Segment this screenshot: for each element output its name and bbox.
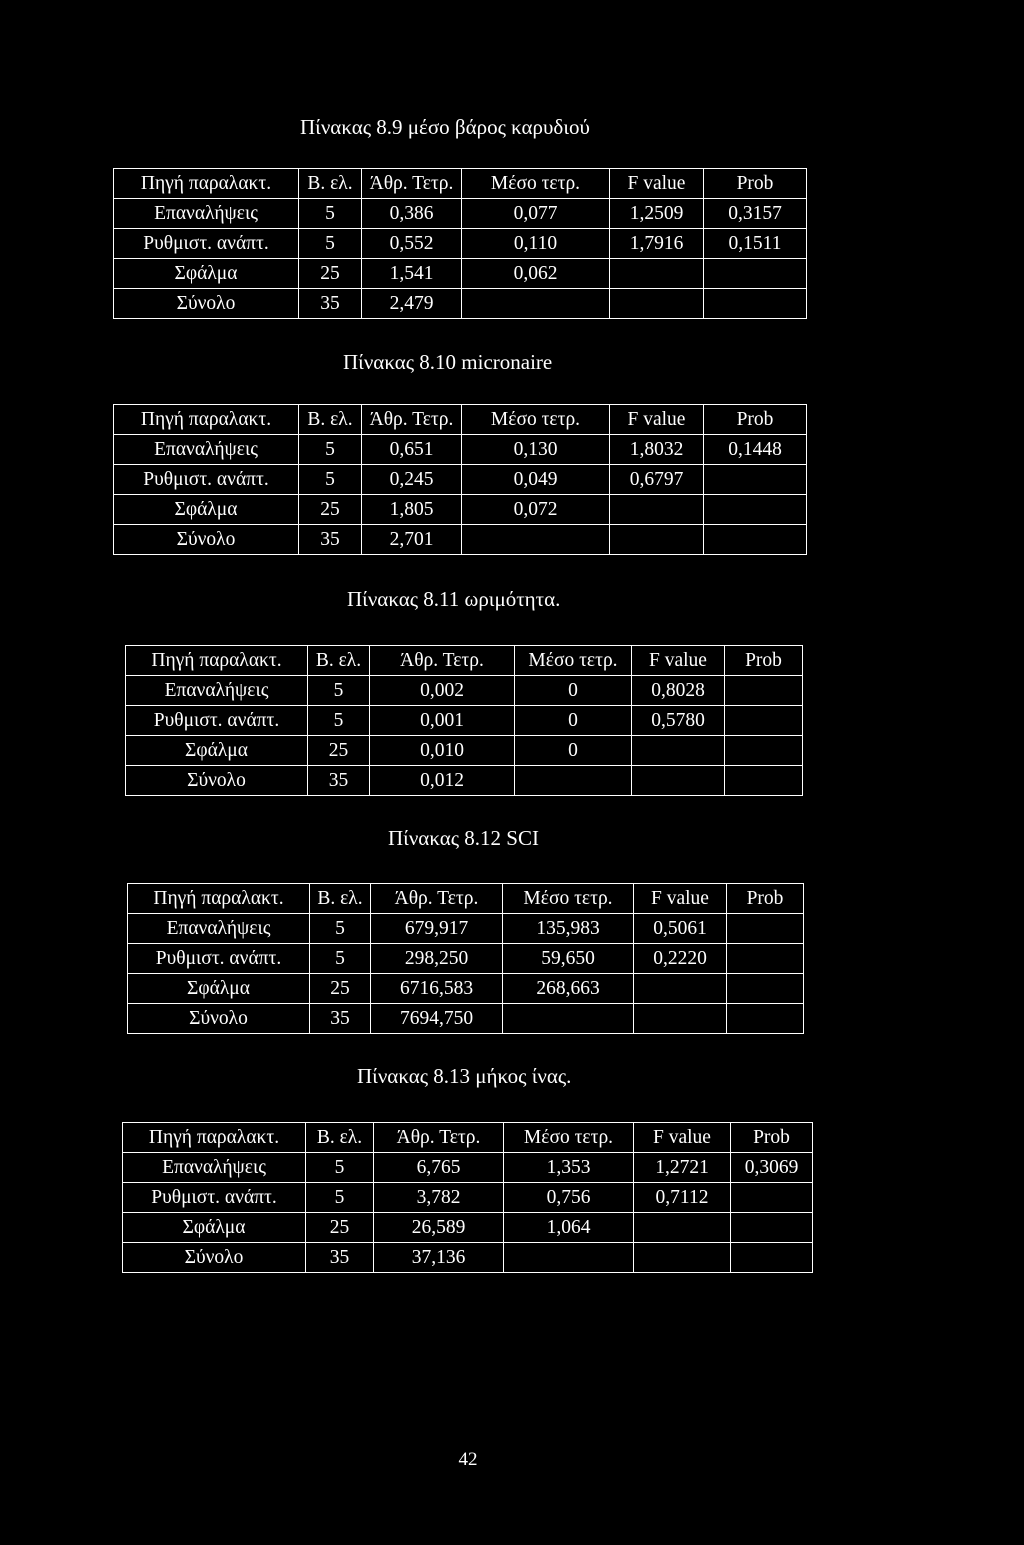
table-cell: 0,1448 [704, 435, 807, 465]
table-cell: 25 [299, 259, 362, 289]
header-cell: Prob [731, 1123, 813, 1153]
table-cell: 0,1511 [704, 229, 807, 259]
table-cell: Σφάλμα [114, 495, 299, 525]
table-cell: 0,012 [370, 766, 515, 796]
table-cell [727, 974, 804, 1004]
table-cell: 59,650 [503, 944, 634, 974]
table-header-row [128, 884, 804, 914]
table-cell: 1,541 [362, 259, 462, 289]
header-cell: Πηγή παραλακτ. [114, 169, 299, 199]
table-8-12-caption: Πίνακας 8.12 SCI [388, 826, 539, 850]
table-cell: 5 [299, 229, 362, 259]
header-cell: Β. ελ. [299, 169, 362, 199]
table-cell: 0,2220 [634, 944, 727, 974]
table-cell [632, 736, 725, 766]
table-cell: Σφάλμα [126, 736, 308, 766]
table-row [128, 914, 804, 944]
table-8-10 [113, 404, 807, 555]
table-cell: Επαναλήψεις [126, 676, 308, 706]
table-cell: 5 [299, 199, 362, 229]
table-cell: 5 [308, 676, 370, 706]
table-cell: 0,049 [462, 465, 610, 495]
table-cell: Σύνολο [128, 1004, 310, 1034]
table-cell [515, 766, 632, 796]
table-cell: 0,8028 [632, 676, 725, 706]
table-8-11 [125, 645, 803, 796]
table-cell: 35 [308, 766, 370, 796]
table-cell: 0 [515, 676, 632, 706]
table-cell [731, 1213, 813, 1243]
header-cell: F value [610, 405, 704, 435]
table-cell: 679,917 [371, 914, 503, 944]
header-cell: Άθρ. Τετρ. [370, 646, 515, 676]
page-number: 42 [458, 1449, 478, 1470]
table-cell [634, 974, 727, 1004]
table-cell: 25 [308, 736, 370, 766]
table-cell: Σφάλμα [114, 259, 299, 289]
header-cell: Μέσο τετρ. [462, 169, 610, 199]
table-cell: 298,250 [371, 944, 503, 974]
table-row [128, 974, 804, 1004]
table-cell [634, 1243, 731, 1273]
header-cell: Άθρ. Τετρ. [362, 405, 462, 435]
table-cell: Ρυθμιστ. ανάπτ. [126, 706, 308, 736]
header-cell: Πηγή παραλακτ. [128, 884, 310, 914]
table-cell: 0,386 [362, 199, 462, 229]
table-cell [704, 525, 807, 555]
table-cell: Ρυθμιστ. ανάπτ. [128, 944, 310, 974]
table-cell [725, 736, 803, 766]
table-cell [704, 259, 807, 289]
header-cell: F value [632, 646, 725, 676]
table-cell [704, 465, 807, 495]
table-cell [727, 1004, 804, 1034]
table-row [126, 706, 803, 736]
table-cell: 1,2721 [634, 1153, 731, 1183]
table-cell: 25 [299, 495, 362, 525]
table-cell: Επαναλήψεις [123, 1153, 306, 1183]
table-cell: Σύνολο [123, 1243, 306, 1273]
header-cell: Prob [727, 884, 804, 914]
header-cell: Μέσο τετρ. [515, 646, 632, 676]
table-cell: Ρυθμιστ. ανάπτ. [114, 465, 299, 495]
table-cell: 0,062 [462, 259, 610, 289]
table-cell: 2,701 [362, 525, 462, 555]
table-cell: 0,245 [362, 465, 462, 495]
table-8-10-caption: Πίνακας 8.10 micronaire [343, 350, 553, 374]
header-cell: F value [634, 1123, 731, 1153]
table-cell: Επαναλήψεις [114, 199, 299, 229]
header-cell: Prob [725, 646, 803, 676]
table-8-9-caption: Πίνακας 8.9 μέσο βάρος καρυδιού [300, 115, 590, 139]
table-row [123, 1243, 813, 1273]
table-row [123, 1183, 813, 1213]
header-cell: Β. ελ. [310, 884, 371, 914]
header-cell: Β. ελ. [299, 405, 362, 435]
table-cell: Σφάλμα [128, 974, 310, 1004]
table-cell [632, 766, 725, 796]
header-cell: Prob [704, 169, 807, 199]
table-cell: 0,5780 [632, 706, 725, 736]
table-cell [504, 1243, 634, 1273]
table-cell: 5 [306, 1153, 374, 1183]
table-cell: Σύνολο [126, 766, 308, 796]
header-cell: Prob [704, 405, 807, 435]
table-cell: Σύνολο [114, 289, 299, 319]
header-cell: Μέσο τετρ. [462, 405, 610, 435]
table-8-11-caption: Πίνακας 8.11 ωριμότητα. [347, 587, 561, 611]
table-cell: Ρυθμιστ. ανάπτ. [114, 229, 299, 259]
table-header-row [114, 169, 807, 199]
table-cell [727, 914, 804, 944]
table-row [114, 259, 807, 289]
table-cell: 25 [306, 1213, 374, 1243]
table-cell: 1,353 [504, 1153, 634, 1183]
table-cell: 1,805 [362, 495, 462, 525]
table-cell: 26,589 [374, 1213, 504, 1243]
table-cell: 0 [515, 706, 632, 736]
table-cell: 5 [299, 435, 362, 465]
table-cell: 0,001 [370, 706, 515, 736]
table-cell [462, 289, 610, 319]
table-cell: 35 [310, 1004, 371, 1034]
table-row [114, 465, 807, 495]
table-cell: 5 [310, 914, 371, 944]
table-cell [503, 1004, 634, 1034]
table-cell: 5 [310, 944, 371, 974]
table-cell: Σφάλμα [123, 1213, 306, 1243]
table-8-12 [127, 883, 804, 1034]
table-cell [610, 495, 704, 525]
header-cell: Άθρ. Τετρ. [374, 1123, 504, 1153]
table-cell: 5 [306, 1183, 374, 1213]
header-cell: Β. ελ. [306, 1123, 374, 1153]
header-cell: Άθρ. Τετρ. [371, 884, 503, 914]
table-cell: 0,5061 [634, 914, 727, 944]
header-cell: F value [634, 884, 727, 914]
table-cell: 0,3157 [704, 199, 807, 229]
table-cell [634, 1004, 727, 1034]
header-cell: Μέσο τετρ. [503, 884, 634, 914]
table-row [126, 736, 803, 766]
table-cell: 135,983 [503, 914, 634, 944]
table-cell: 6716,583 [371, 974, 503, 1004]
table-cell: 35 [299, 525, 362, 555]
table-cell: 35 [306, 1243, 374, 1273]
table-cell: Σύνολο [114, 525, 299, 555]
table-cell: 1,7916 [610, 229, 704, 259]
table-cell [462, 525, 610, 555]
table-cell: 0,6797 [610, 465, 704, 495]
table-cell: 0,130 [462, 435, 610, 465]
header-cell: Άθρ. Τετρ. [362, 169, 462, 199]
table-cell [725, 676, 803, 706]
table-row [114, 289, 807, 319]
header-cell: Πηγή παραλακτ. [126, 646, 308, 676]
table-cell: Ρυθμιστ. ανάπτ. [123, 1183, 306, 1213]
table-cell [634, 1213, 731, 1243]
table-cell: 0,077 [462, 199, 610, 229]
table-cell: 0,010 [370, 736, 515, 766]
table-cell: 3,782 [374, 1183, 504, 1213]
table-header-row [123, 1123, 813, 1153]
table-header-row [126, 646, 803, 676]
table-cell [727, 944, 804, 974]
table-cell: 0,7112 [634, 1183, 731, 1213]
table-cell: 2,479 [362, 289, 462, 319]
table-cell: Επαναλήψεις [114, 435, 299, 465]
table-cell: 35 [299, 289, 362, 319]
table-cell: 0,3069 [731, 1153, 813, 1183]
table-cell [610, 259, 704, 289]
table-cell [725, 766, 803, 796]
table-row [114, 525, 807, 555]
table-cell [610, 525, 704, 555]
header-cell: Β. ελ. [308, 646, 370, 676]
table-cell: 0,552 [362, 229, 462, 259]
table-cell: 25 [310, 974, 371, 1004]
table-row [114, 199, 807, 229]
table-cell [731, 1183, 813, 1213]
table-row [123, 1153, 813, 1183]
table-cell [731, 1243, 813, 1273]
table-row [128, 1004, 804, 1034]
table-cell: 0,072 [462, 495, 610, 525]
table-cell: 1,2509 [610, 199, 704, 229]
table-header-row [114, 405, 807, 435]
table-cell [704, 495, 807, 525]
table-8-13 [122, 1122, 813, 1273]
header-cell: F value [610, 169, 704, 199]
table-cell: Επαναλήψεις [128, 914, 310, 944]
table-cell: 0,756 [504, 1183, 634, 1213]
table-cell: 0 [515, 736, 632, 766]
header-cell: Μέσο τετρ. [504, 1123, 634, 1153]
table-cell: 7694,750 [371, 1004, 503, 1034]
table-row [114, 435, 807, 465]
table-cell: 0,002 [370, 676, 515, 706]
table-row [126, 676, 803, 706]
table-row [114, 495, 807, 525]
table-cell: 5 [308, 706, 370, 736]
header-cell: Πηγή παραλακτ. [123, 1123, 306, 1153]
table-8-13-caption: Πίνακας 8.13 μήκος ίνας. [357, 1064, 572, 1088]
table-cell: 6,765 [374, 1153, 504, 1183]
table-cell [704, 289, 807, 319]
table-cell: 5 [299, 465, 362, 495]
header-cell: Πηγή παραλακτ. [114, 405, 299, 435]
table-cell: 0,651 [362, 435, 462, 465]
table-row [114, 229, 807, 259]
table-row [126, 766, 803, 796]
table-8-9 [113, 168, 807, 319]
table-cell [725, 706, 803, 736]
table-cell [610, 289, 704, 319]
table-cell: 1,064 [504, 1213, 634, 1243]
table-cell: 268,663 [503, 974, 634, 1004]
table-cell: 1,8032 [610, 435, 704, 465]
table-cell: 0,110 [462, 229, 610, 259]
table-row [123, 1213, 813, 1243]
table-row [128, 944, 804, 974]
table-cell: 37,136 [374, 1243, 504, 1273]
